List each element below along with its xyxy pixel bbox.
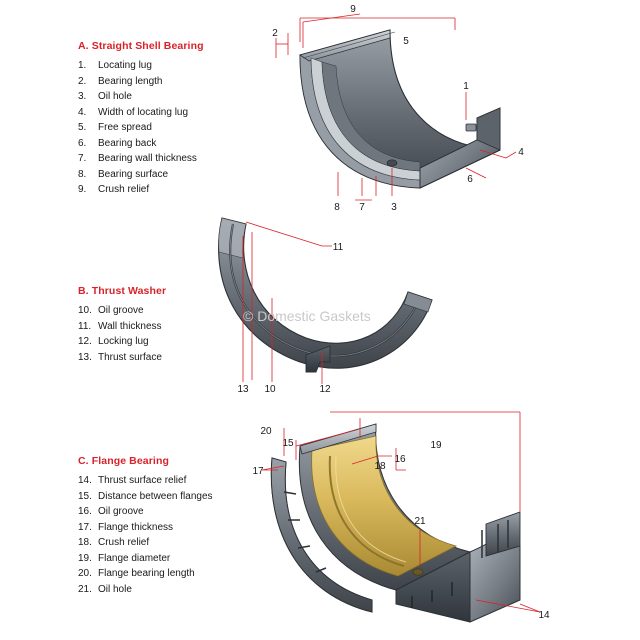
- legend-title-a: A. Straight Shell Bearing: [78, 40, 204, 52]
- item-label: Locking lug: [98, 336, 149, 347]
- item-number: 3.: [78, 91, 87, 102]
- item-number: 10.: [78, 305, 92, 316]
- item-label: Thrust surface: [98, 351, 162, 363]
- item-number: 6.: [78, 137, 87, 149]
- item-label: Oil groove: [98, 305, 144, 316]
- item-label: Bearing length: [98, 75, 163, 87]
- callout-3: 3: [391, 202, 397, 213]
- item-label: Oil groove: [98, 506, 144, 517]
- item-label: Crush relief: [98, 537, 150, 548]
- watermark: © Domestic Gaskets: [243, 308, 371, 324]
- item-label: Free spread: [98, 122, 152, 133]
- callout-9: 9: [350, 4, 356, 15]
- callout-10: 10: [264, 384, 276, 395]
- item-number: 16.: [78, 506, 92, 517]
- item-label: Flange diameter: [98, 552, 171, 564]
- callout-8: 8: [334, 202, 340, 213]
- callout-4: 4: [518, 147, 524, 158]
- callout-15: 15: [282, 438, 294, 449]
- item-label: Locating lug: [98, 60, 152, 71]
- item-label: Bearing surface: [98, 168, 169, 180]
- item-number: 19.: [78, 552, 92, 564]
- item-label: Width of locating lug: [98, 106, 189, 118]
- item-label: Wall thickness: [98, 320, 162, 332]
- item-number: 14.: [78, 475, 92, 486]
- item-label: Oil hole: [98, 91, 132, 102]
- callout-13: 13: [237, 384, 249, 395]
- item-label: Thrust surface relief: [98, 475, 187, 486]
- item-number: 17.: [78, 521, 92, 533]
- callout-11: 11: [332, 242, 344, 253]
- callout-5: 5: [403, 36, 409, 47]
- item-number: 2.: [78, 75, 87, 87]
- callout-12: 12: [319, 384, 331, 395]
- item-number: 12.: [78, 336, 92, 347]
- item-number: 4.: [78, 106, 87, 118]
- callout-19: 19: [430, 440, 442, 451]
- item-label: Bearing back: [98, 137, 157, 149]
- item-number: 13.: [78, 351, 92, 363]
- callout-16: 16: [394, 454, 406, 465]
- callout-6: 6: [467, 174, 473, 185]
- item-label: Crush relief: [98, 184, 150, 195]
- item-number: 11.: [78, 320, 92, 332]
- item-label: Distance between flanges: [98, 490, 213, 502]
- callout-21: 21: [414, 516, 426, 527]
- callout-20: 20: [260, 426, 272, 437]
- callout-1: 1: [463, 81, 469, 92]
- callout-18: 18: [374, 461, 386, 472]
- item-number: 8.: [78, 168, 87, 180]
- callout-14: 14: [538, 610, 550, 621]
- item-label: Flange thickness: [98, 521, 174, 533]
- callout-7: 7: [359, 202, 365, 213]
- legend-title-c: C. Flange Bearing: [78, 455, 169, 467]
- item-number: 15.: [78, 490, 92, 502]
- item-number: 20.: [78, 568, 92, 579]
- item-label: Flange bearing length: [98, 568, 195, 579]
- flange-bearing-illustration: [252, 412, 550, 622]
- item-number: 7.: [78, 153, 87, 164]
- callout-17: 17: [252, 466, 264, 477]
- callout-2: 2: [272, 28, 278, 39]
- thrust-washer-illustration: [219, 218, 432, 395]
- item-number: 9.: [78, 184, 87, 195]
- item-number: 5.: [78, 122, 87, 133]
- legend-title-b: B. Thrust Washer: [78, 285, 167, 297]
- item-label: Bearing wall thickness: [98, 153, 197, 164]
- item-label: Oil hole: [98, 583, 132, 595]
- straight-shell-bearing-illustration: [272, 4, 524, 213]
- item-number: 1.: [78, 60, 87, 71]
- item-number: 21.: [78, 583, 92, 595]
- item-number: 18.: [78, 537, 92, 548]
